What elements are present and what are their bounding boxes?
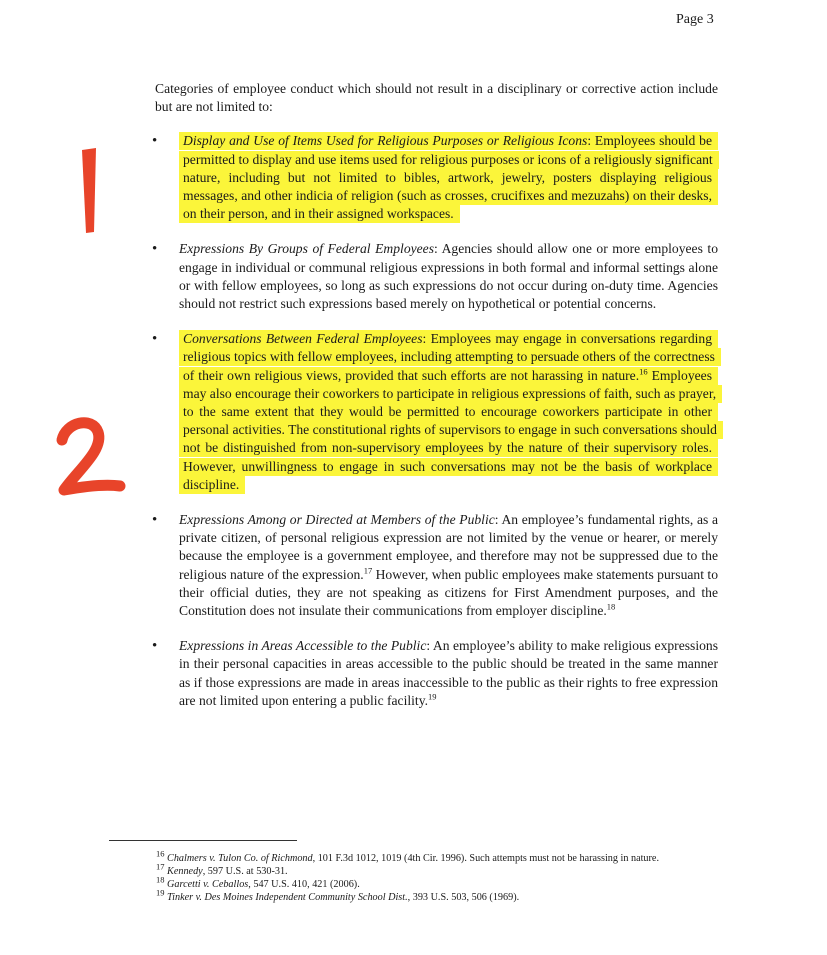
- bullet-text: Employees may also encourage their coworkers to participate in religious expressions of faith, such as prayer, to the same extent that they would be permitted to encourage coworkers participate in other personal activities. The constitutional rights of supervisors to engage in such conversations should not be distinguished from non-supervisory employees by the nature of their supervisory roles. However, unwillingness to engage in such conversations may not be the basis of workplace discipline.: [183, 367, 717, 492]
- footnotes: [108, 848, 718, 904]
- bullet-text: However, when public employees make statements pursuant to their official duties, they are not speaking as citizens for First Amendment purposes, and the Constitution does not insulate their communications from employer discipline.: [179, 566, 718, 619]
- marker-2-stroke: [62, 423, 120, 490]
- bullet-text: : An employee’s fundamental rights, as a private citizen, of personal religious expression are not limited by the venue or hearer, or merely because the employee is a government employee, and therefore may not be suppressed due to the religious nature of the expression.: [179, 512, 718, 582]
- footnote-16: $^{16}$ Chalmers v. Tulon Co. of Richmond, 101 F.3d 1012, 1019 (4th Cir. 1996). Such attempts must not be harassing in nature.: [156, 848, 659, 864]
- list-item: [108, 132, 718, 223]
- bullet-title: Conversations Between Federal Employees: [183, 331, 423, 347]
- footnote-ref: 19: [428, 691, 437, 702]
- footnote-18: $^{18}$ Garcetti v. Ceballos, 547 U.S. 410, 421 (2006).: [156, 874, 360, 890]
- highlight: [179, 330, 723, 494]
- marker-1-stroke: [82, 148, 96, 233]
- bullet-title: Expressions in Areas Accessible to the Public: [179, 638, 427, 654]
- bullet-text: : Employees may engage in conversations regarding religious topics with fellow employees, including attempting to persuade others of the correctness of their own religious views, provided that such efforts are not harassing in nature.: [183, 331, 715, 383]
- bullet-title: Expressions By Groups of Federal Employees: [179, 241, 435, 257]
- bullet-text: : Employees should be permitted to display and use items used for religious purposes or icons of a religiously significant nature, including but not limited to bibles, artwork, jewelry, posters displaying religious messages, and other indicia of religion (such as crosses, crucifixes and mezuzahs) on their desks, on their person, and in their assigned workspaces.: [183, 133, 713, 222]
- footnote-19: $^{19}$ Tinker v. Des Moines Independent Community School Dist., 393 U.S. 503, 506 (1969).: [156, 887, 520, 903]
- highlight: [179, 132, 719, 223]
- bullet-title: Display and Use of Items Used for Religious Purposes or Religious Icons: [183, 133, 588, 149]
- conduct-list: [108, 132, 718, 710]
- bullet-text: : An employee’s ability to make religious expressions in their personal capacities in areas accessible to the public should be treated in the same manner as if those expressions are made in areas inaccessible to the public as their rights to free expression are not limited upon entering a public facility.: [179, 638, 718, 708]
- annotation-marker-1: [72, 140, 112, 240]
- bullet-title: Expressions Among or Directed at Members of the Public: [179, 512, 495, 528]
- footnote-ref: 18: [606, 601, 616, 612]
- list-item: [108, 511, 718, 620]
- footnote-ref: 16: [639, 366, 648, 377]
- list-item: [108, 330, 718, 494]
- list-item: [108, 637, 718, 710]
- document-body: [108, 80, 718, 710]
- footnote-ref: 17: [363, 565, 373, 576]
- bullet-text: : Agencies should allow one or more employees to engage in individual or communal religious expressions in both formal and informal settings alone or with fellow employees, so long as such expressions do not occur during on-duty time. Agencies should not restrict such expressions based merely on hypothetical or potential concerns.: [179, 241, 718, 312]
- footnote-divider: [109, 840, 297, 841]
- page-number: Page 3: [676, 12, 714, 27]
- intro-paragraph: Categories of employee conduct which should not result in a disciplinary or corrective action include but are not limited to:: [155, 81, 718, 115]
- footnote-17: $^{17}$ Kennedy, 597 U.S. at 530-31.: [156, 861, 288, 877]
- annotation-marker-2: [48, 410, 128, 510]
- list-item: [108, 240, 718, 313]
